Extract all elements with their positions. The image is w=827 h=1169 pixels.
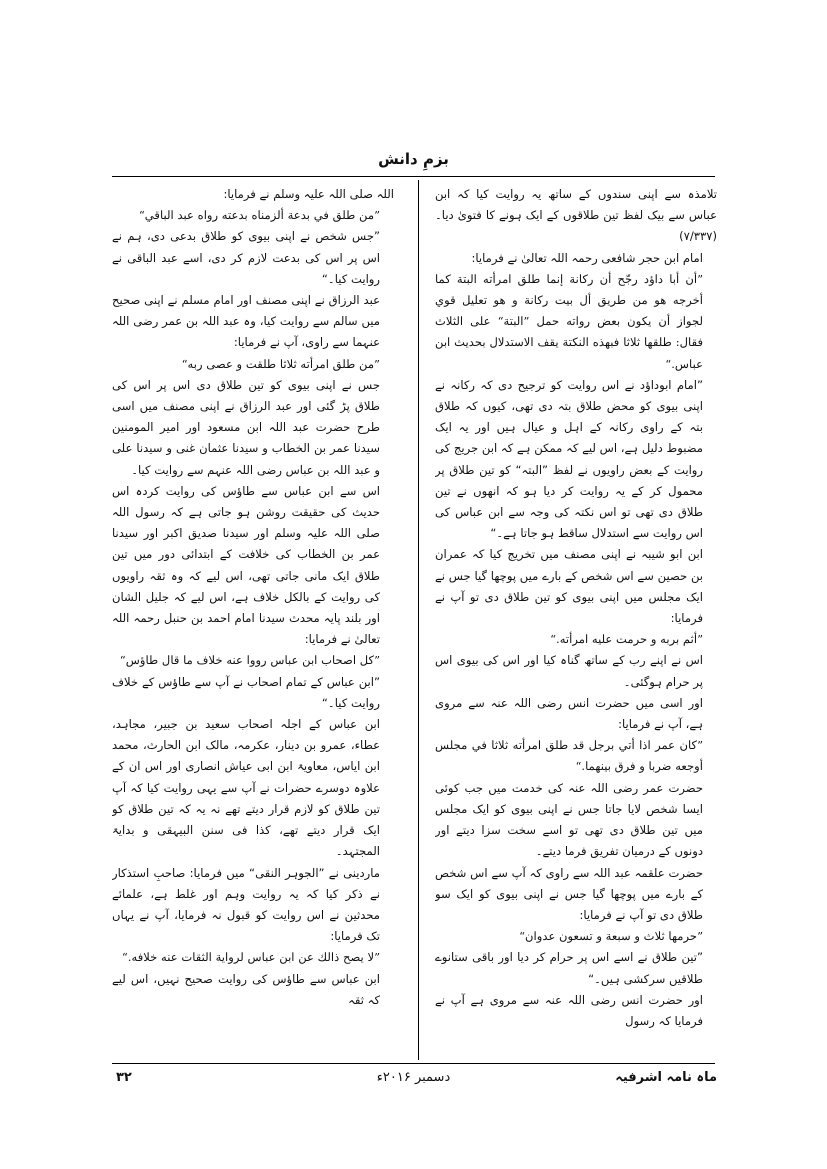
page-header-title: بزمِ دانش: [378, 150, 449, 168]
paragraph: اس سے ابن عباس سے طاؤس کی روایت کردہ اس حدیث کی حقیقت روشن ہو جاتی ہے کہ رسول اللہ صلی اللہ علیہ وسلم اور سیدنا صدیق اکبر اور سیدنا عمر بن الخطاب کی خلافت کے ابتدائی دور میں تین طلاق ایک مانی جاتی تھی، اس لیے کہ وہ ثقہ راویوں کی روایت کے بالکل خلاف ہے، اس لیے کہ جلیل الشان اور بلند پایہ محدث سیدنا امام احمد بن حنبل رحمہ اللہ تعالیٰ نے فرمایا:: [112, 483, 380, 647]
paragraph: ”لا يصح ذالك عن ابن عباس لرواية الثقات عنه خلافه.“: [121, 950, 380, 965]
paragraph: امام ابن حجر شافعی رحمہ اللہ تعالیٰ نے فرمایا:: [471, 250, 703, 265]
paragraph: جس نے اپنی بیوی کو تین طلاق دی اس پر اس کی طلاق پڑ گئی اور عبد الرزاق نے اپنی مصنف میں اسی طرح حضرت عبد اللہ ابن مسعود اور امیر المومنین سیدنا عمر بن الخطاب و سیدنا عثمان غنی و سیدنا علی و عبد اللہ بن عباس رضی اللہ عنہم سے روایت کیا۔: [112, 377, 380, 477]
paragraph: اس نے اپنے رب کے ساتھ گناہ کیا اور اس کی بیوی اس پر حرام ہوگئی۔: [435, 653, 703, 689]
paragraph: حضرت علقمہ عبد اللہ سے راوی کہ آپ سے اس شخص کے بارے میں پوچھا گیا جس نے اپنی بیوی کو ایک سو طلاق دی تو آپ نے فرمایا:: [435, 865, 703, 922]
paragraph: ”أن أبا داؤد رجّح أن ركانة إنما طلق امرأته البتة كما أخرجه هو من طريق أل بيت ركانة و هو تعليل قوي لجواز أن يكون بعض رواته حمل ”البتة“ على الثلاث فقال: طلقها ثلاثا فبهذه النكتة يقف الاستدلال بحديث ابن عباس.“: [435, 271, 703, 371]
paragraph: ”حرمها ثلاث و سبعة و تسعون عدوان“: [519, 929, 703, 944]
paragraph: ”كل اصحاب ابن عباس رووا عنه خلاف ما قال طاؤس“: [119, 653, 380, 668]
column-divider: [418, 180, 419, 1060]
page-number: ۳۲: [116, 1070, 132, 1085]
paragraph: ”امام ابوداؤد نے اس روایت کو ترجیح دی کہ رکانہ نے اپنی بیوی کو محض طلاق بتہ دی تھی، کیوں کہ طلاق بتہ کے راوی رکانہ کے اہل و عیال ہیں اور یہ ایک مضبوط دلیل ہے، اس لیے کہ ممکن ہے کہ ابن جریج کی روایت کے بعض راویوں نے لفظ ”البتہ“ کو تین طلاق پر محمول کر کے یہ روایت کر دیا ہو کہ انھوں نے تین طلاق دی تھی تو اس نکتہ کی وجہ سے ابن عباس کی اس روایت سے استدلال ساقط ہو جاتا ہے۔“: [435, 377, 703, 541]
paragraph: ”ابن عباس کے تمام اصحاب نے آپ سے طاؤس کے خلاف روایت کیا۔“: [112, 674, 380, 710]
left-text-column: [112, 184, 394, 1056]
header-rule: [112, 176, 715, 177]
paragraph: ماردینی نے ”الجوہر النقی“ میں فرمایا: صاحبِ استذکار نے ذکر کیا کہ یہ روایت وہم اور غلط ہے، علمائے محدثین نے اس روایت کو قبول نہ فرمایا، آپ نے یہاں تک فرمایا:: [112, 865, 380, 944]
paragraph: حضرت عمر رضی اللہ عنہ کی خدمت میں جب کوئی ایسا شخص لایا جاتا جس نے اپنی بیوی کو ایک مجلس میں تین طلاق دی تھی تو اسے سخت سزا دیتے اور دونوں کے درمیان تفریق فرما دیتے۔: [435, 780, 703, 859]
paragraph: تلامذہ سے اپنی سندوں کے ساتھ یہ روایت کیا کہ ابن عباس سے بیک لفظ تین طلاقوں کے ایک ہونے کا فتویٰ دیا۔ (۷/۳۳۷): [435, 187, 717, 244]
paragraph: اللہ صلی اللہ علیہ وسلم نے فرمایا:: [223, 187, 394, 201]
footer-date: دسمبر ۲۰۱۶ء: [376, 1070, 451, 1085]
paragraph: عبد الرزاق نے اپنی مصنف اور امام مسلم نے اپنی صحیح میں سالم سے روایت کیا، وہ عبد اللہ بن عمر رضی اللہ عنہما سے راوی، آپ نے فرمایا:: [112, 293, 380, 350]
paragraph: ”جس شخص نے اپنی بیوی کو طلاق بدعی دی، ہم نے اس پر اس کی بدعت لازم کر دی، اسے عبد الباقی نے روایت کیا۔“: [112, 229, 380, 286]
footer-magazine-name: ماہ نامہ اشرفیہ: [615, 1070, 717, 1085]
paragraph: اور اسی میں حضرت انس رضی اللہ عنہ سے مروی ہے، آپ نے فرمایا:: [435, 695, 703, 732]
paragraph: ”من طلق امرأته ثلاثا طلقت و عصى ربه“: [181, 356, 380, 371]
paragraph: اور حضرت انس رضی اللہ عنہ سے مروی ہے آپ نے فرمایا کہ رسول: [435, 992, 703, 1028]
paragraph: ”أثم بربه و حرمت عليه امرأته.“: [550, 632, 703, 647]
paragraph: ”من طلق في بدعة ألزمناه بدعته رواه عبد الباقي“: [138, 208, 380, 223]
right-text-column: [435, 184, 717, 1056]
paragraph: ”كان عمر اذا أتي برجل قد طلق امرأته ثلاثا في مجلس أوجعه ضربا و فرق بينهما.“: [435, 738, 703, 774]
paragraph: ”تین طلاق نے اسے اس پر حرام کر دیا اور باقی ستانوے طلاقیں سرکشی ہیں۔“: [435, 950, 703, 986]
paragraph: ابن عباس کے اجلہ اصحاب سعید بن جبیر، مجاہد، عطاء، عمرو بن دینار، عکرمہ، مالک ابن الحارث، محمد ابن ایاس، معاویۃ ابن ابی عیاش انصاری اور اس ان کے علاوہ دوسرے حضرات نے آپ سے یہی روایت کیا کہ آپ تین طلاق کو لازم قرار دیتے تھے نہ یہ کہ تین طلاق کو ایک قرار دیتے تھے، کذا فی سنن البیہقی و بدایۃ المجتہد۔: [112, 717, 380, 859]
paragraph: ابن ابو شیبہ نے اپنی مصنف میں تخریج کیا کہ عمران بن حصین سے اس شخص کے بارے میں پوچھا گیا جس نے ایک مجلس میں اپنی بیوی کو تین طلاق دی تو آپ نے فرمایا:: [435, 547, 703, 626]
footer-rule: [112, 1063, 715, 1064]
paragraph: ابن عباس سے طاؤس کی روایت صحیح نہیں، اس لیے کہ ثقہ: [112, 971, 380, 1007]
